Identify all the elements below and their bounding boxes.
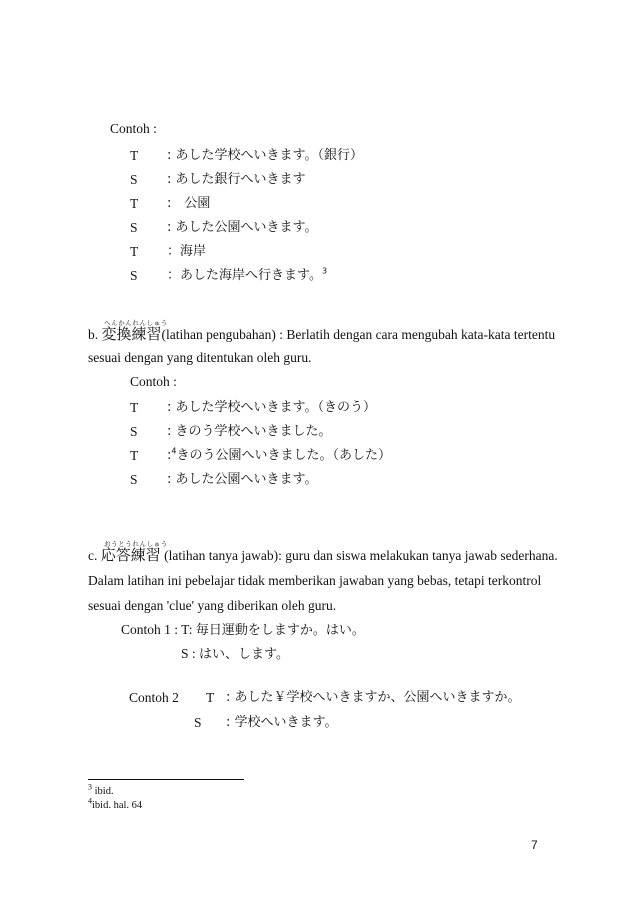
footnote-number: 3 [88, 782, 92, 792]
term-kanji: 変換練習 [101, 325, 162, 343]
dialogue-line: : きのう学校へいきました。 [167, 424, 332, 439]
example-1-student [181, 646, 289, 663]
dialogue-line: : あした公園へいきます。 [167, 220, 318, 235]
furigana: おうとうれんしゅう [104, 540, 168, 548]
dialogue-text: はい、します。 [199, 647, 289, 662]
section-letter: c. [88, 548, 98, 563]
speaker-label: S [194, 715, 202, 730]
dialogue-line: : 学校へいきます。 [226, 715, 338, 730]
speaker-label: S [130, 472, 138, 487]
dialogue-line: : 公園 [167, 196, 211, 211]
dialogue-line: : あした￥学校へいきますか、公園へいきますか。 [226, 690, 521, 705]
speaker-label: T [130, 148, 139, 163]
dialogue-text: きのう公園へいきました。（あした） [176, 448, 391, 463]
section-letter: b. [88, 327, 99, 342]
footnote [88, 782, 114, 797]
speaker-label: T [130, 400, 139, 415]
dialogue-line: : あした学校へいきます。（きのう） [167, 400, 376, 415]
dialogue-text: 毎日運動をしますか。はい。 [195, 623, 365, 638]
footnote-ref: 3 [321, 266, 328, 276]
dialogue-line [167, 268, 327, 284]
footnote-text: ibid. [92, 786, 114, 797]
speaker-label: S [130, 268, 138, 283]
dialogue-colon: : [167, 448, 172, 463]
paragraph-line: sesuai dengan yang ditentukan oleh guru. [88, 350, 312, 365]
speaker-label: T [130, 448, 139, 463]
example-1-teacher [121, 622, 365, 639]
dialogue-line: : あした学校へいきます。（銀行） [167, 148, 363, 163]
speaker-label: S [130, 172, 138, 187]
speaker-label: T [206, 690, 215, 705]
speaker-label: S : [181, 646, 200, 661]
paragraph-line: Dalam latihan ini pebelajar tidak memberikan jawaban yang bebas, tetapi terkontrol [88, 573, 542, 588]
dialogue-line: : あした銀行へいきます [167, 172, 306, 187]
example-label: Contoh 1 : T: [121, 622, 196, 637]
speaker-label: S [130, 220, 138, 235]
speaker-label: T [130, 244, 139, 259]
speaker-label: T [130, 196, 139, 211]
footnote-text: ibid. hal. 64 [92, 800, 143, 811]
term-description: (latihan tanya jawab): guru dan siswa melakukan tanya jawab sederhana. [160, 548, 558, 563]
section-c-heading [88, 547, 558, 564]
dialogue-text: ：あした海岸へ行きます。 [167, 268, 322, 283]
page-number: 7 [531, 838, 538, 852]
dialogue-line [167, 448, 391, 464]
paragraph-line: sesuai dengan 'clue' yang diberikan oleh guru. [88, 598, 337, 613]
speaker-label: S [130, 424, 138, 439]
footnote-divider [88, 779, 244, 780]
example-label: Contoh 2 [129, 690, 179, 705]
footnote-number: 4 [88, 796, 92, 806]
footnote [88, 796, 143, 811]
footnote-ref: 4 [171, 446, 177, 456]
section-b-heading [88, 326, 555, 343]
furigana: へんかんれんしゅう [104, 319, 168, 327]
example-heading: Contoh : [110, 121, 157, 136]
term-kanji: 応答練習 [100, 546, 161, 564]
dialogue-line: : あした公園へいきます。 [167, 472, 318, 487]
dialogue-line: ：海岸 [167, 244, 207, 259]
example-heading: Contoh : [130, 374, 177, 389]
term-description: (latihan pengubahan) : Berlatih dengan cara mengubah kata-kata tertentu [161, 327, 556, 342]
